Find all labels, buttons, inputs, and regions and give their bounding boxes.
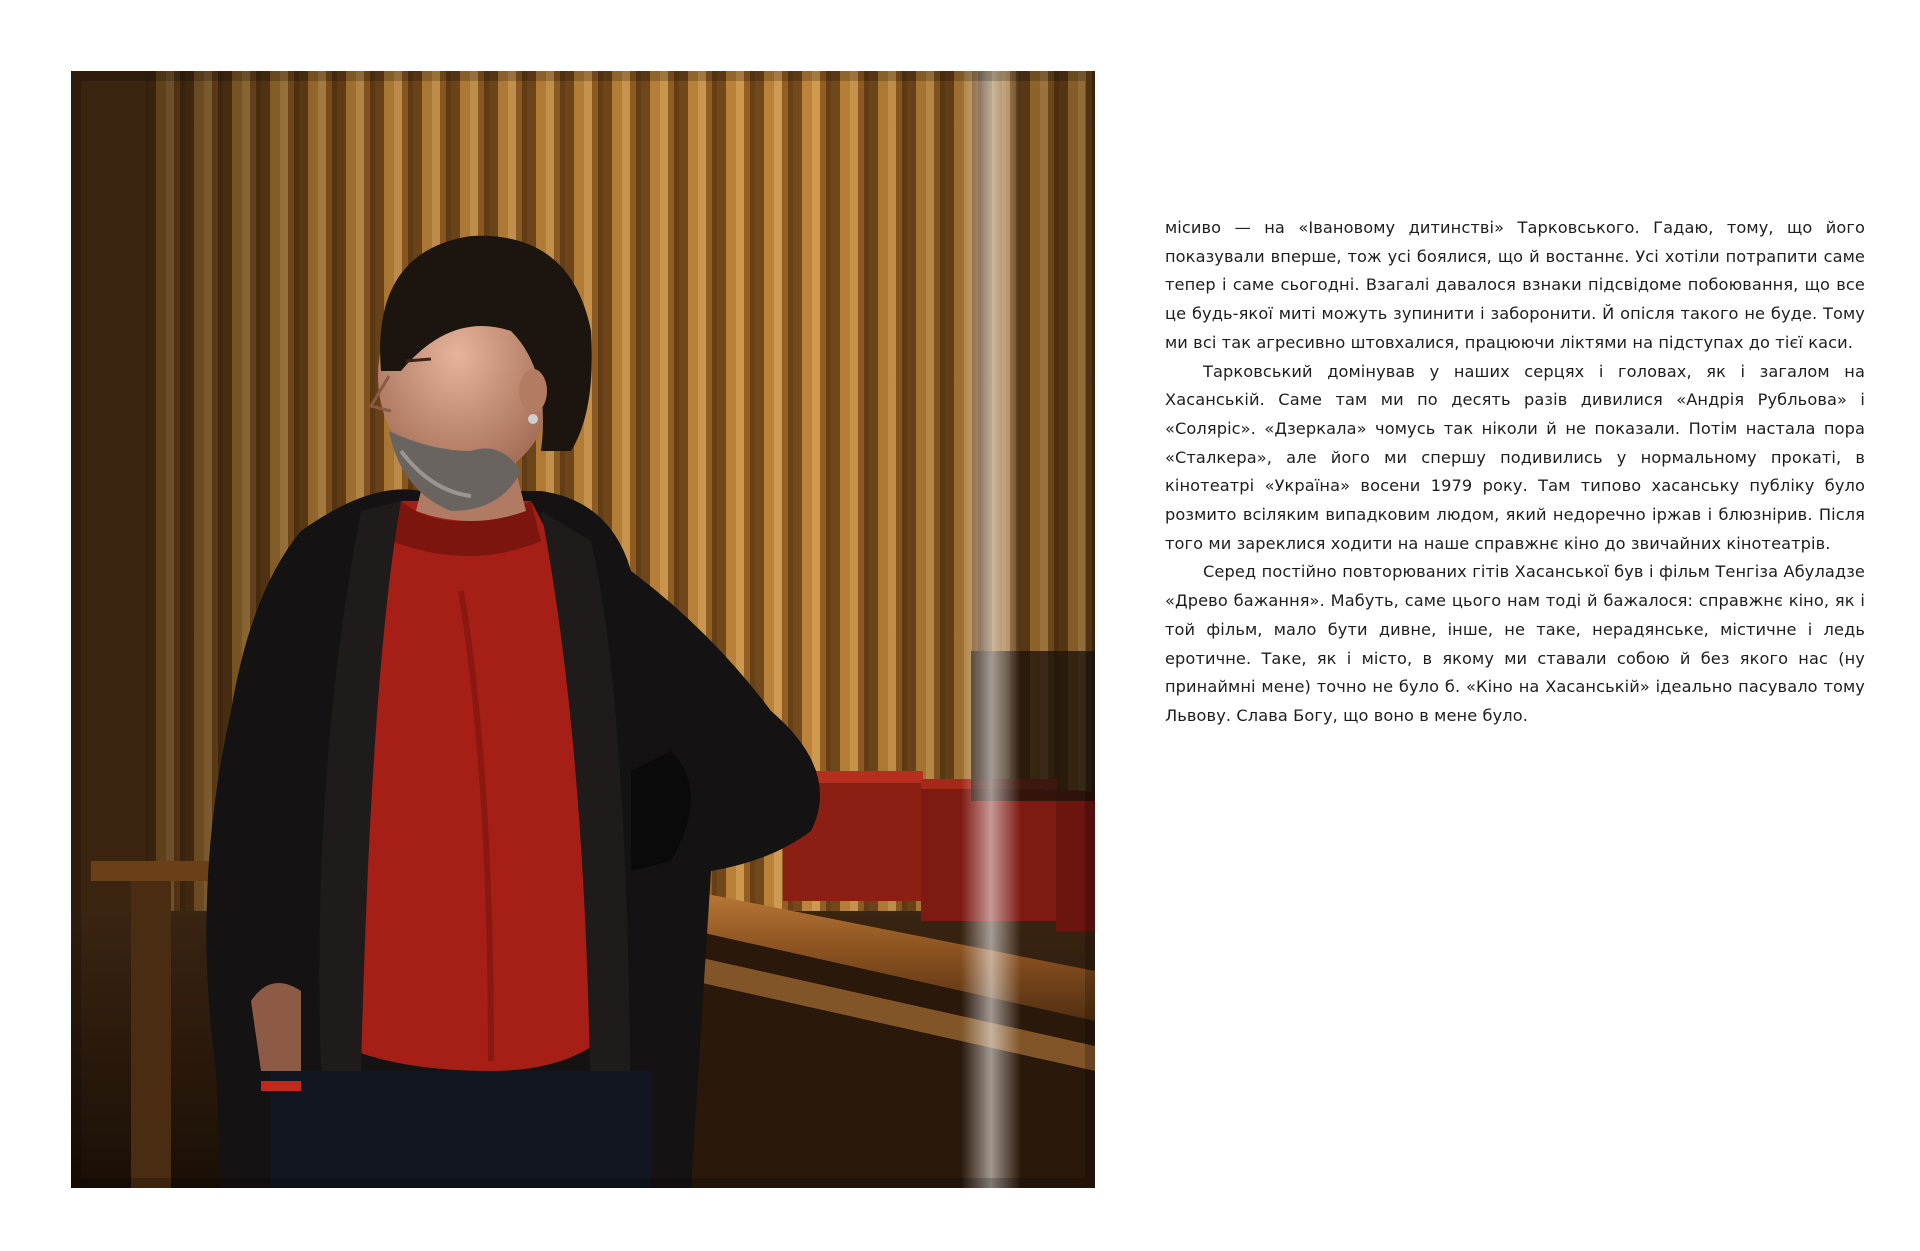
portrait-photo <box>71 71 1095 1188</box>
photo-illustration <box>71 71 1095 1188</box>
article-text <box>1165 214 1865 731</box>
paragraph-3: Серед постійно повторюваних гітів Хасанської був і фільм Тенгіза Абуладзе «Древо бажання». Мабуть, саме цього нам тоді й бажалося: справжнє кіно, як і той фільм, мало бути дивне, інше, не таке, нерадянське, містичне і ледь еротичне. Таке, як і місто, в якому ми ставали собою й без якого нас (ну принаймні мене) точно не було б. «Кіно на Хасанській» ідеально пасувало тому Львову. Слава Богу, що воно в мене було. <box>1165 562 1865 725</box>
paragraph-1: місиво — на «Івановому дитинстві» Тарковського. Гадаю, тому, що його показували вперше, тож усі боялися, що й востаннє. Усі хотіли потрапити саме тепер і саме сьогодні. Взагалі давалося взнаки підсвідоме побоювання, що все це будь-якої миті можуть зупинити і заборонити. Й опісля такого не буде. Тому ми всі так агресивно штовхалися, працюючи ліктями на підступах до тієї каси. <box>1165 218 1865 352</box>
paragraph-2: Тарковський домінував у наших серцях і головах, як і загалом на Хасанській. Саме там ми по десять разів дивилися «Андрія Рубльова» і «Соляріс». «Дзеркала» чомусь так ніколи й не показали. Потім настала пора «Сталкера», але його ми спершу подивились у нормальному прокаті, в кінотеатрі «Україна» восени 1979 року. Там типово хасанську публіку було розмито всіляким випадковим людом, який недоречно іржав і блюзнірив. Після того ми зареклися ходити на наше справжнє кіно до звичайних кінотеатрів. <box>1165 361 1865 553</box>
